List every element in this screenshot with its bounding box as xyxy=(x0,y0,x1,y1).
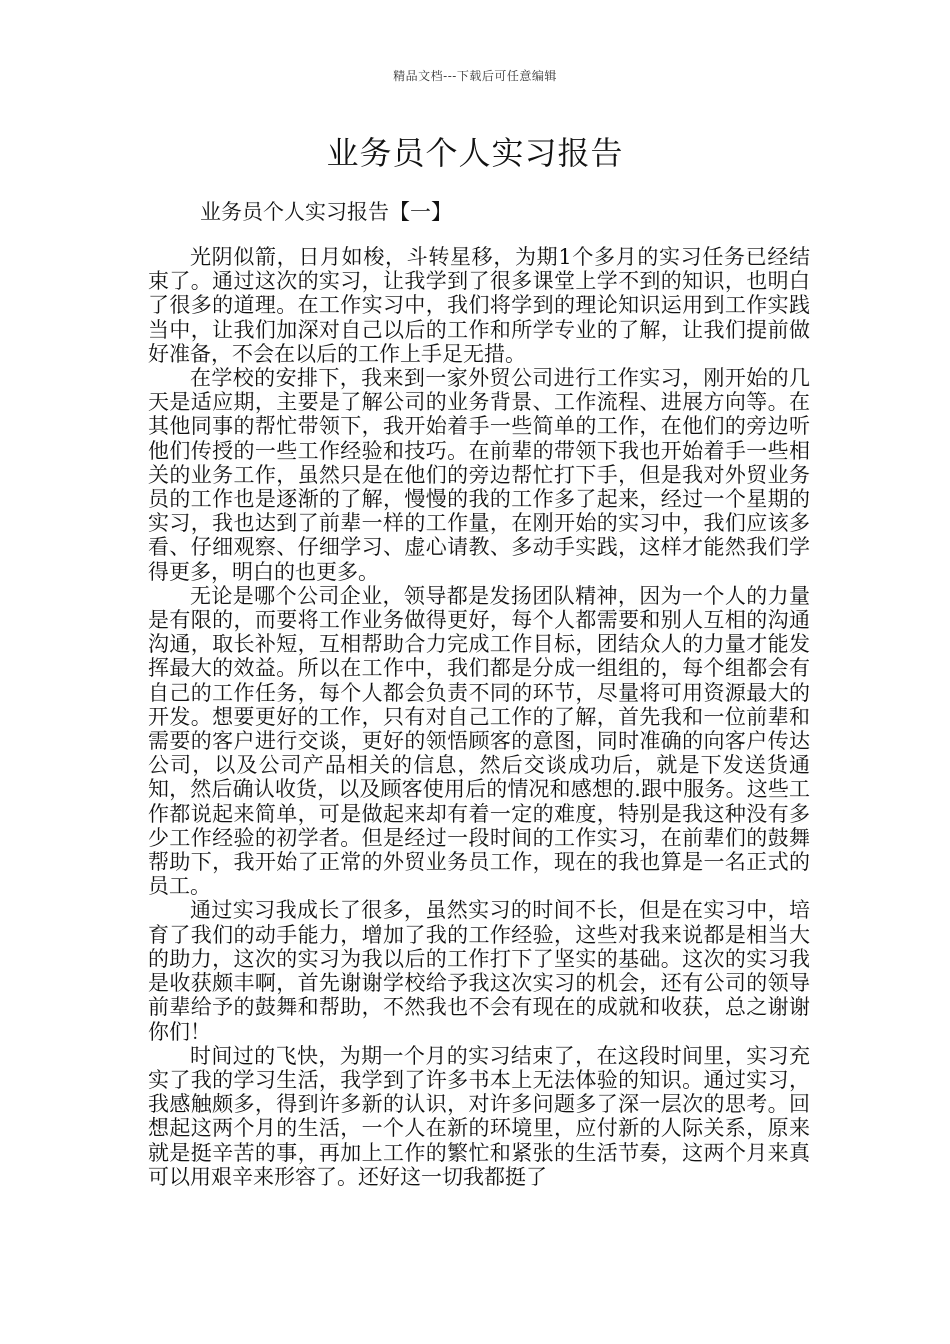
section-subtitle: 业务员个人实习报告【一】 xyxy=(200,200,452,224)
document-body xyxy=(148,245,810,1189)
paragraph-5: 时间过的飞快，为期一个月的实习结束了，在这段时间里，实习充实了我的学习生活，我学到了许多书本上无法体验的知识。通过实习，我感触颇多，得到许多新的认识，对许多问题多了深一层次的思考。回想起这两个月的生活，一个人在新的环境里，应付新的人际关系，原来就是挺辛苦的事，再加上工作的繁忙和紧张的生活节奏，这两个月来真可以用艰辛来形容了。还好这一切我都挺了 xyxy=(148,1043,810,1189)
paragraph-1: 光阴似箭，日月如梭，斗转星移，为期1个多月的实习任务已经结束了。通过这次的实习，让我学到了很多课堂上学不到的知识，也明白了很多的道理。在工作实习中，我们将学到的理论知识运用到工作实践当中，让我们加深对自己以后的工作和所学专业的了解，让我们提前做好准备，不会在以后的工作上手足无措。 xyxy=(148,245,810,366)
paragraph-2: 在学校的安排下，我来到一家外贸公司进行工作实习，刚开始的几天是适应期，主要是了解公司的业务背景、工作流程、进展方向等。在其他同事的帮忙带领下，我开始着手一些简单的工作，在他们的旁边听他们传授的一些工作经验和技巧。在前辈的带领下我也开始着手一些相关的业务工作，虽然只是在他们的旁边帮忙打下手，但是我对外贸业务员的工作也是逐渐的了解，慢慢的我的工作多了起来，经过一个星期的实习，我也达到了前辈一样的工作量，在刚开始的实习中，我们应该多看、仔细观察、仔细学习、虚心请教、多动手实践，这样才能然我们学得更多，明白的也更多。 xyxy=(148,366,810,584)
paragraph-3: 无论是哪个公司企业，领导都是发扬团队精神，因为一个人的力量是有限的，而要将工作业务做得更好，每个人都需要和别人互相的沟通沟通，取长补短，互相帮助合力完成工作目标，团结众人的力量才能发挥最大的效益。所以在工作中，我们都是分成一组组的，每个组都会有自己的工作任务，每个人都会负责不同的环节，尽量将可用资源最大的开发。想要更好的工作，只有对自己工作的了解，首先我和一位前辈和需要的客户进行交谈，更好的领悟顾客的意图，同时准确的向客户传达公司，以及公司产品相关的信息，然后交谈成功后，就是下发送货通知，然后确认收货，以及顾客使用后的情况和感想的.跟中服务。这些工作都说起来简单，可是做起来却有着一定的难度，特别是我这种没有多少工作经验的初学者。但是经过一段时间的工作实习，在前辈们的鼓舞帮助下，我开始了正常的外贸业务员工作，现在的我也算是一名正式的员工。 xyxy=(148,583,810,899)
paragraph-4: 通过实习我成长了很多，虽然实习的时间不长，但是在实习中，培育了我们的动手能力，增加了我的工作经验，这些对我来说都是相当大的助力，这次的实习为我以后的工作打下了坚实的基础。这次的实习我是收获颇丰啊，首先谢谢学校给予我这次实习的机会，还有公司的领导前辈给予的鼓舞和帮助，不然我也不会有现在的成就和收获，总之谢谢你们！ xyxy=(148,898,810,1044)
header-note: 精品文档---下载后可任意编辑 xyxy=(393,69,557,83)
document-title: 业务员个人实习报告 xyxy=(326,134,624,172)
